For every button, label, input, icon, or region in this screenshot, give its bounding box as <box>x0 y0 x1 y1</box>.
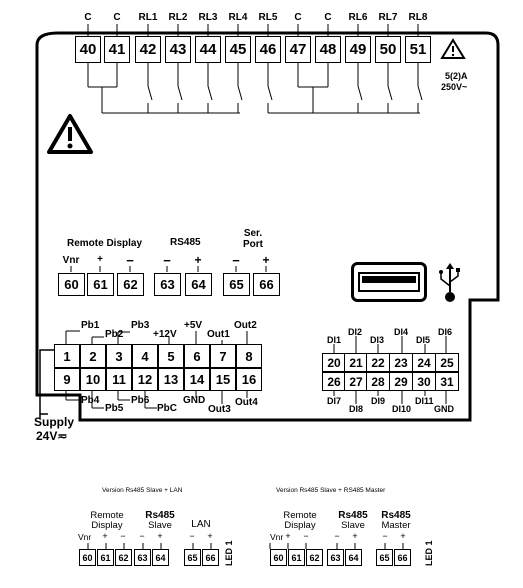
terminal-45: 45 <box>225 36 251 63</box>
relay-label-49: RL6 <box>348 12 368 23</box>
terminal-20: 20 <box>322 353 346 372</box>
version2-led-label: LED 1 <box>424 540 434 566</box>
terminal-41: 41 <box>104 36 130 63</box>
label-12v: +12V <box>153 329 177 340</box>
supply-voltage: 24V≂ <box>36 429 68 443</box>
terminal-61: 61 <box>87 273 114 296</box>
terminal-44: 44 <box>195 36 221 63</box>
terminal-2: 2 <box>80 344 106 368</box>
pin-ser-plus: + <box>262 253 270 267</box>
pin-plus: + <box>97 254 103 265</box>
relay-label-51: RL8 <box>408 12 428 23</box>
pin-ser-minus: − <box>232 253 240 268</box>
pin-rs485-plus: + <box>194 253 202 267</box>
terminal-12: 12 <box>132 368 158 391</box>
label-di2: DI2 <box>348 327 363 337</box>
terminal-14: 14 <box>184 368 210 391</box>
terminal-63: 63 <box>154 273 181 296</box>
version2-pin-66: + <box>400 531 406 541</box>
terminal-62: 62 <box>117 273 144 296</box>
label-di9: DI9 <box>371 396 386 406</box>
terminal-60: 60 <box>58 273 85 296</box>
label-pb3: Pb3 <box>131 320 150 331</box>
relay-label-42: RL1 <box>138 12 158 23</box>
terminal-1: 1 <box>54 344 80 368</box>
version2-terminal-60: 60 <box>270 549 287 566</box>
label-pb4: Pb4 <box>81 395 100 406</box>
version2-pin-vnr: Vnr <box>270 532 284 542</box>
label-5v: +5V <box>184 320 203 331</box>
label-di3: DI3 <box>370 335 385 345</box>
relay-label-41: C <box>113 12 121 23</box>
terminal-66: 66 <box>253 273 280 296</box>
version1-led-label: LED 1 <box>224 540 234 566</box>
terminal-9: 9 <box>54 368 80 391</box>
terminal-51: 51 <box>405 36 431 63</box>
version2-pin-61: + <box>285 531 291 541</box>
label-di5: DI5 <box>416 335 431 345</box>
label-di7: DI7 <box>327 396 342 406</box>
relay-label-46: RL5 <box>258 12 278 23</box>
terminal-13: 13 <box>158 368 184 391</box>
terminal-22: 22 <box>366 353 390 372</box>
version1-pin-vnr: Vnr <box>78 532 92 542</box>
terminal-49: 49 <box>345 36 371 63</box>
terminal-11: 11 <box>106 368 132 391</box>
terminal-64: 64 <box>185 273 212 296</box>
version2-pin-65: − <box>382 531 388 541</box>
ser-port-title-2: Port <box>243 239 263 250</box>
terminal-25: 25 <box>435 353 459 372</box>
terminal-31: 31 <box>435 372 459 391</box>
pin-minus: − <box>126 253 134 268</box>
version2-slave: Slave <box>341 520 365 531</box>
terminal-6: 6 <box>184 344 210 368</box>
relay-label-48: C <box>324 12 332 23</box>
relay-label-44: RL3 <box>198 12 218 23</box>
version1-terminal-61: 61 <box>97 549 114 566</box>
version1-rs485: Rs485 <box>145 510 175 521</box>
version2-pin-62: − <box>303 531 309 541</box>
version1-caption: Version Rs485 Slave + LAN <box>102 487 183 494</box>
version2-terminal-64: 64 <box>345 549 362 566</box>
relay-label-43: RL2 <box>168 12 188 23</box>
relay-label-40: C <box>84 12 92 23</box>
label-di8: DI8 <box>349 404 364 414</box>
version2-master: Master <box>381 520 411 531</box>
relay-label-47: C <box>294 12 302 23</box>
terminal-27: 27 <box>344 372 368 391</box>
terminal-4: 4 <box>132 344 158 368</box>
label-pb5: Pb5 <box>105 403 124 414</box>
label-out2: Out2 <box>234 320 257 331</box>
version2-caption: Version Rs485 Slave + RS485 Master <box>276 487 386 494</box>
label-di6: DI6 <box>438 327 453 337</box>
version1-pin-64: + <box>157 531 163 541</box>
terminal-47: 47 <box>285 36 311 63</box>
version1-slave: Slave <box>148 520 172 531</box>
terminal-8: 8 <box>236 344 262 368</box>
rating-voltage: 250V~ <box>441 82 468 92</box>
version1-terminal-64: 64 <box>152 549 169 566</box>
version2-pin-64: + <box>352 531 358 541</box>
remote-display-title: Remote Display <box>67 238 143 249</box>
relay-label-45: RL4 <box>228 12 248 23</box>
terminal-3: 3 <box>106 344 132 368</box>
version2-pin-63: − <box>334 531 340 541</box>
version2-terminal-65: 65 <box>376 549 393 566</box>
version2-rs485-slave: Rs485 <box>338 510 368 521</box>
version2-terminal-62: 62 <box>306 549 323 566</box>
label-pb6: Pb6 <box>131 395 150 406</box>
terminal-24: 24 <box>412 353 436 372</box>
version2-display: Display <box>284 520 316 531</box>
label-out1: Out1 <box>207 329 230 340</box>
terminal-46: 46 <box>255 36 281 63</box>
label-pbc: PbC <box>157 403 177 414</box>
version2-terminal-63: 63 <box>327 549 344 566</box>
terminal-48: 48 <box>315 36 341 63</box>
label-di1: DI1 <box>327 335 342 345</box>
version1-pin-61: + <box>102 531 108 541</box>
terminal-21: 21 <box>344 353 368 372</box>
version1-pin-63: − <box>139 531 145 541</box>
terminal-7: 7 <box>210 344 236 368</box>
terminal-29: 29 <box>389 372 413 391</box>
terminal-23: 23 <box>389 353 413 372</box>
label-di10: DI10 <box>392 404 412 414</box>
version2-terminal-61: 61 <box>288 549 305 566</box>
terminal-43: 43 <box>165 36 191 63</box>
label-di4: DI4 <box>394 327 409 337</box>
relay-label-50: RL7 <box>378 12 398 23</box>
terminal-26: 26 <box>322 372 346 391</box>
terminal-16: 16 <box>236 368 262 391</box>
version2-rs485-master: Rs485 <box>381 510 411 521</box>
version1-pin-66: + <box>207 531 213 541</box>
version1-terminal-65: 65 <box>184 549 201 566</box>
version1-terminal-62: 62 <box>115 549 132 566</box>
version1-terminal-66: 66 <box>202 549 219 566</box>
label-gnd: GND <box>183 395 206 406</box>
version2-terminal-66: 66 <box>394 549 411 566</box>
terminal-50: 50 <box>375 36 401 63</box>
version1-lan: LAN <box>191 519 211 530</box>
terminal-5: 5 <box>158 344 184 368</box>
label-di11: DI11 <box>415 396 434 406</box>
pin-vnr: Vnr <box>62 255 80 266</box>
terminal-30: 30 <box>412 372 436 391</box>
supply-label: Supply <box>34 415 75 429</box>
version1-terminal-63: 63 <box>134 549 151 566</box>
label-out3: Out3 <box>208 404 231 415</box>
terminal-10: 10 <box>80 368 106 391</box>
label-di-gnd: GND <box>434 404 454 414</box>
label-pb2: Pb2 <box>105 329 124 340</box>
terminal-28: 28 <box>366 372 390 391</box>
rating-current: 5(2)A <box>445 71 468 81</box>
version1-pin-65: − <box>189 531 195 541</box>
version1-pin-62: − <box>120 531 126 541</box>
rs485-title: RS485 <box>170 237 201 248</box>
terminal-40: 40 <box>75 36 101 63</box>
ser-port-title-1: Ser. <box>243 228 263 239</box>
version1-remote: Remote <box>90 510 124 521</box>
pin-rs485-minus: − <box>163 253 171 268</box>
version1-terminal-60: 60 <box>79 549 96 566</box>
terminal-65: 65 <box>223 273 250 296</box>
terminal-15: 15 <box>210 368 236 391</box>
version1-display: Display <box>91 520 123 531</box>
label-out4: Out4 <box>235 397 258 408</box>
terminal-42: 42 <box>135 36 161 63</box>
label-pb1: Pb1 <box>81 320 100 331</box>
version2-remote: Remote <box>283 510 317 521</box>
